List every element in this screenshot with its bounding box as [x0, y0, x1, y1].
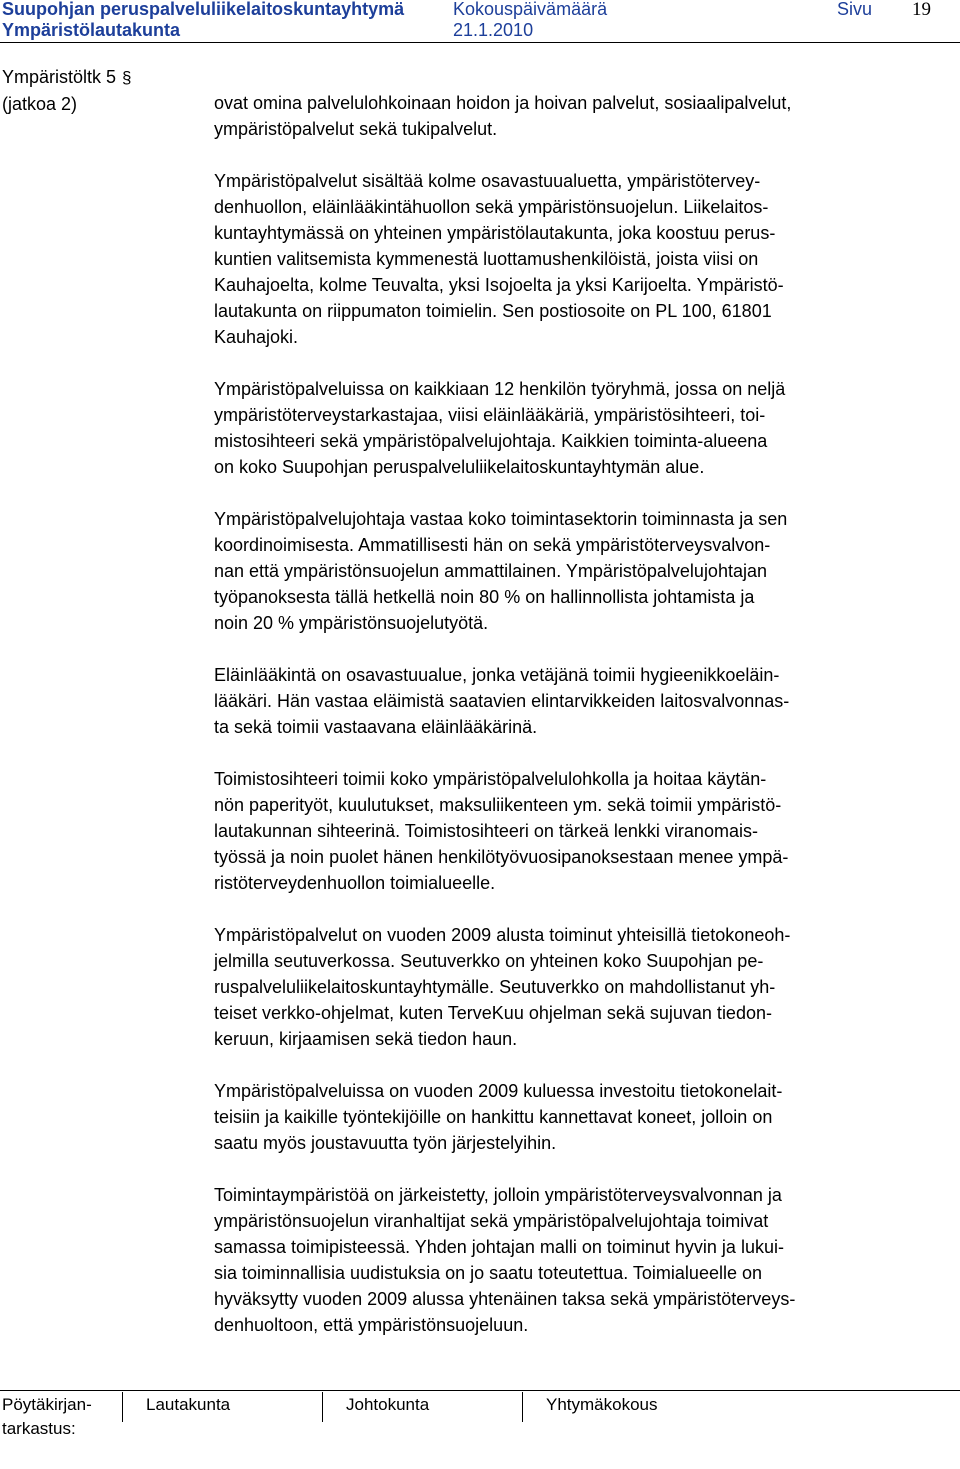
- organization-name: Suupohjan peruspalveluliikelaitoskuntayhtymä: [2, 0, 405, 19]
- paragraph: ovat omina palvelulohkoinaan hoidon ja hoivan palvelut, sosiaalipalvelut, ympäristöpalvelut sekä tukipalvelut.: [214, 93, 792, 139]
- footer-joint-meeting: Yhtymäkokous: [546, 1395, 658, 1414]
- page-header: [0, 0, 960, 44]
- meeting-date-label: Kokouspäivämäärä: [453, 0, 608, 19]
- footer-minutes-checker: Pöytäkirjan- tarkastus:: [2, 1395, 92, 1438]
- paragraph: Toimistosihteeri toimii koko ympäristöpalvelulohkolla ja hoitaa käytän- nön paperityöt, kuulutukset, maksuliikenteen ym. sekä toimii ympäristö- lautakunnan sihteerinä. Toimistosihteeri on tärkeä lenkki viranomais- työssä ja noin puolet hänen henkilötyövuosipanoksestaan menee ympä- ristöterveydenhuollon toimialueelle.: [214, 769, 789, 893]
- paragraph: Ympäristöpalvelut sisältää kolme osavastuualuetta, ympäristötervey- denhuollon, eläinlääkintähuollon sekä ympäristönsuojelun. Liikelaitos- kuntayhtymässä on yhteinen ympäristölautakunta, joka koostuu perus- kuntien valitsemista kymmenestä luottamushenkilöistä, joista viisi on Kauhajoelta, kolme Teuvalta, yksi Isojoelta ja yksi Karijoelta. Ympäristö- lautakunta on riippumaton toimielin. Sen postiosoite on PL 100, 61801 Kauhajoki.: [214, 171, 784, 347]
- paragraph: Ympäristöpalvelut on vuoden 2009 alusta toiminut yhteisillä tietokoneoh- jelmilla seutuverkossa. Seutuverkko on yhteinen koko Suupohjan pe- ruspalveluliikelaitoskuntayhtymälle. Seutuverkko on mahdollistanut yh- teiset verkko-ohjelmat, kuten TerveKuu ohjelman sekä sujuvan tiedon- keruun, kirjaamisen sekä tiedon haun.: [214, 925, 791, 1049]
- paragraph: Toimintaympäristöä on järkeistetty, jolloin ympäristöterveysvalvonnan ja ympäristönsuojelun viranhaltijat sekä ympäristöpalvelujohtaja toimivat samassa toimipisteessä. Yhden johtajan malli on toiminut hyvin ja lukui- sia toiminnallisia uudistuksia on jo saatu toteutettua. Toimialueelle on hyväksytty vuoden 2009 alussa yhtenäinen taksa sekä ympäristöterveys- denhuoltoon, että ympäristönsuojeluun.: [214, 1185, 796, 1335]
- paragraph: Eläinlääkintä on osavastuualue, jonka vetäjänä toimii hygieenikkoeläin- lääkäri. Hän vastaa eläimistä saatavien elintarvikkeiden laitosvalvonnas- ta sekä toimii vastaavana eläinlääkärinä.: [214, 665, 790, 737]
- footer-board: Lautakunta: [146, 1395, 231, 1414]
- continued-note: (jatkoa 2): [2, 94, 78, 114]
- footer-divider: [0, 1390, 960, 1391]
- page-number: 19: [912, 0, 931, 20]
- meeting-date: 21.1.2010: [453, 20, 534, 40]
- paragraph: Ympäristöpalveluissa on kaikkiaan 12 henkilön työryhmä, jossa on neljä ympäristöterveystarkastajaa, viisi eläinlääkäriä, ympäristösihteeri, toi- mistosihteeri sekä ympäristöpalvelujohtaja. Kaikkien toiminta-alueena on koko Suupohjan peruspalveluliikelaitoskuntayhtymän alue.: [214, 379, 786, 477]
- section-label: Ympäristöltk 5: [2, 67, 117, 87]
- footer-separator: [122, 1392, 123, 1422]
- footer-separator: [522, 1392, 523, 1422]
- committee-name: Ympäristölautakunta: [2, 20, 181, 40]
- footer-separator: [322, 1392, 323, 1422]
- paragraph: Ympäristöpalveluissa on vuoden 2009 kuluessa investoitu tietokonelait- teisiin ja kaikille työntekijöille on hankittu kannettavat koneet, jolloin on saatu myös joustavuutta työn järjestelyihin.: [214, 1081, 783, 1153]
- paragraph: Ympäristöpalvelujohtaja vastaa koko toimintasektorin toiminnasta ja sen koordinoimisesta. Ammatillisesti hän on sekä ympäristöterveysvalvon- nan että ympäristönsuojelun ammattilainen. Ympäristöpalvelujohtajan työpanoksesta tällä hetkellä noin 80 % on hallinnollista johtamista ja noin 20 % ympäristönsuojelutyötä.: [214, 509, 788, 633]
- header-divider: [0, 42, 960, 43]
- section-reference: [2, 64, 132, 91]
- section-symbol: §: [122, 68, 132, 87]
- margin-note: [2, 64, 132, 117]
- footer-executive-board: Johtokunta: [346, 1395, 430, 1414]
- document-body: [214, 90, 934, 1364]
- page-label: Sivu: [837, 0, 873, 19]
